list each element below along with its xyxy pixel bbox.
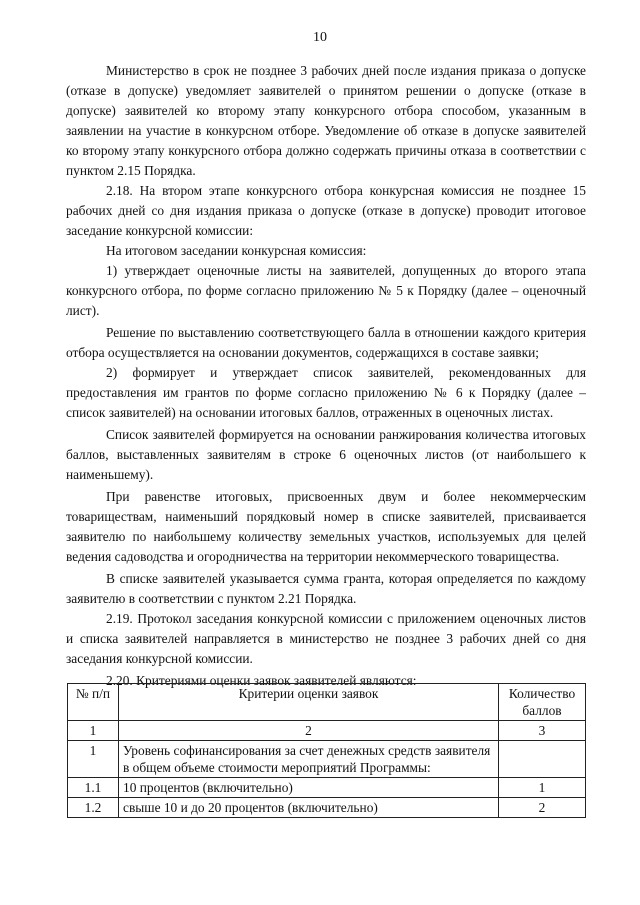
column-number-cell: 2 (119, 721, 499, 741)
paragraph-item-2: 2) формирует и утверждает список заявителей, рекомендованных для предоставления им грантов по форме согласно приложению № 6 к Порядку (далее – список заявителей) на основании итоговых баллов, отраженных в оценочных листах. (66, 365, 586, 420)
table-row (68, 778, 586, 798)
header-cell-number: № п/п (68, 684, 119, 721)
header-cell-criteria: Критерии оценки заявок (119, 684, 499, 721)
paragraph-item-1: 1) утверждает оценочные листы на заявителей, допущенных до второго этапа конкурсного отбора, по форме согласно приложению № 5 к Порядку (далее – оценочный лист). (66, 263, 586, 318)
row-criterion: 10 процентов (включительно) (119, 778, 499, 798)
paragraph: При равенстве итоговых, присвоенных двум и более некоммерческим товариществам, наименьший порядковый номер в списке заявителей, присваивается заявителю по наибольшему количеству земельных участков, используемых для целей ведения садоводства и огородничества на территории некоммерческого товарищества. (66, 489, 586, 564)
row-number: 1.1 (68, 778, 119, 798)
paragraph: На итоговом заседании конкурсная комиссия: (106, 243, 367, 258)
header-cell-score: Количество баллов (499, 684, 586, 721)
row-number: 1.2 (68, 798, 119, 818)
row-criterion: свыше 10 и до 20 процентов (включительно) (119, 798, 499, 818)
row-score: 1 (499, 778, 586, 798)
paragraph: Решение по выставлению соответствующего балла в отношении каждого критерия отбора осуществляется на основании документов, содержащихся в составе заявки; (66, 325, 586, 360)
document-body (66, 61, 586, 691)
row-criterion: Уровень софинансирования за счет денежных средств заявителя в общем объеме стоимости мероприятий Программы: (119, 741, 499, 778)
table-column-numbers-row (68, 721, 586, 741)
criteria-table (67, 683, 586, 818)
table-row (68, 798, 586, 818)
column-number-cell: 1 (68, 721, 119, 741)
paragraph-2-18: 2.18. На втором этапе конкурсного отбора конкурсная комиссия не позднее 15 рабочих дней со дня издания приказа о допуске (отказе в допуске) проводит итоговое заседание конкурсной комиссии: (66, 183, 586, 238)
paragraph: Список заявителей формируется на основании ранжирования количества итоговых баллов, выставленных заявителям в строке 6 оценочных листов (от наибольшего к наименьшему). (66, 427, 586, 482)
row-score (499, 741, 586, 778)
paragraph: В списке заявителей указывается сумма гранта, которая определяется по каждому заявителю в соответствии с пунктом 2.21 Порядка. (66, 571, 586, 606)
column-number-cell: 3 (499, 721, 586, 741)
row-score: 2 (499, 798, 586, 818)
table-row (68, 741, 586, 778)
paragraph: Министерство в срок не позднее 3 рабочих дней после издания приказа о допуске (отказе в допуске) уведомляет заявителей о принятом решении о допуске (отказе в допуске) заявителей ко второму этапу конкурсного отбора способом, указанным в заявлении на участие в конкурсном отборе. Уведомление об отказе в допуске заявителей ко второму этапу конкурсного отбора должно содержать причины отказа в соответствии с пунктом 2.15 Порядка. (66, 63, 586, 178)
paragraph-2-19: 2.19. Протокол заседания конкурсной комиссии с приложением оценочных листов и списка заявителей направляется в министерство не позднее 3 рабочих дней со дня заседания конкурсной комиссии. (66, 611, 586, 666)
row-number: 1 (68, 741, 119, 778)
paragraph-2-20: 2.20. Критериями оценки заявок заявителей являются: (106, 673, 417, 688)
page-number: 10 (313, 30, 327, 45)
table-header-row (68, 684, 586, 721)
